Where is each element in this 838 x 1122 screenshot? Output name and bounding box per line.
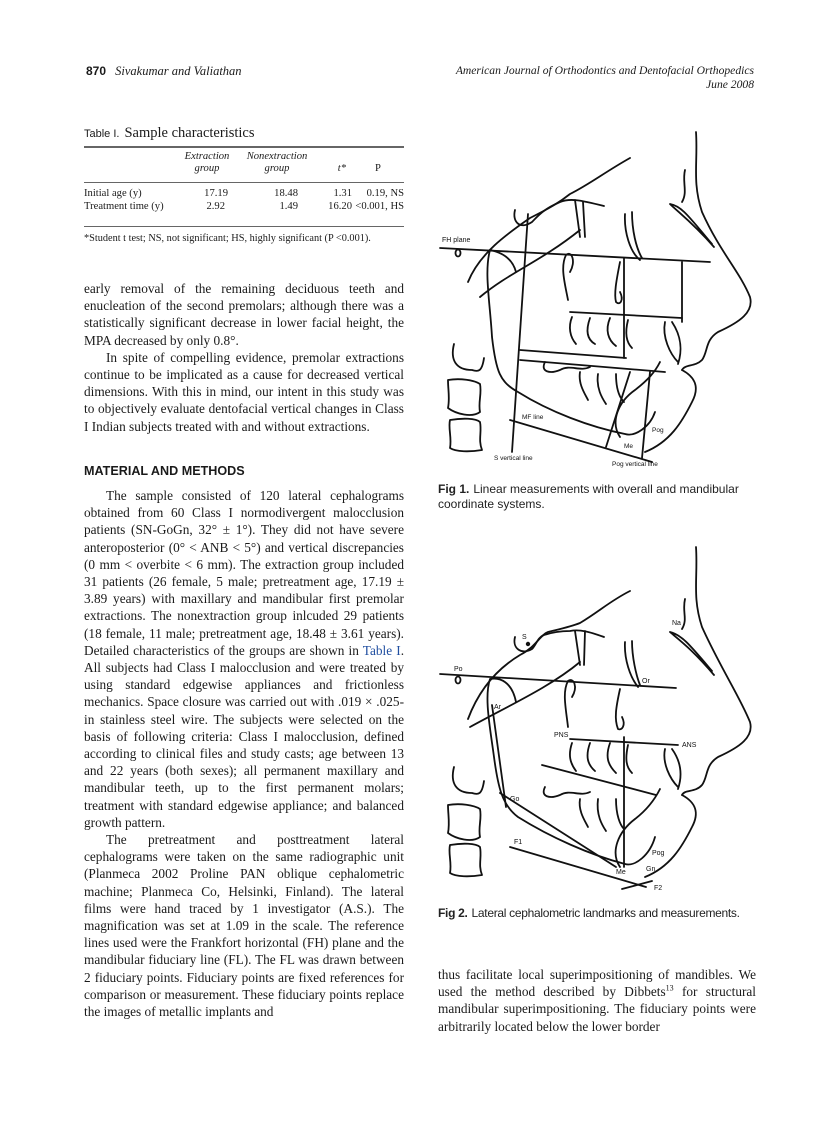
sample-characteristics-table: [84, 151, 404, 213]
label-pns: PNS: [554, 732, 569, 739]
label-go: Go: [510, 796, 520, 803]
label-mf-line: MF line: [522, 414, 544, 421]
label-gn: Gn: [646, 866, 656, 873]
label-na: Na: [672, 620, 681, 627]
methods-text: [84, 487, 404, 1020]
issue-date: June 2008: [706, 78, 754, 91]
label-s: S: [522, 634, 527, 641]
table-caption: Sample characteristics: [124, 125, 255, 141]
cell-p: <0.001, HS: [355, 201, 404, 212]
paragraph: The sample consisted of 120 lateral cephalograms obtained from 60 Class I normodivergent malocclusion patients (SN-GoGn, 32° ± 1°). They did not have severe anteroposterior (0° < ANB < 5°) and vertical discrepancies (0 mm < overbite < 6 mm). The extraction group included 31 patients (26 female, 5 male; pretreatment age, 17.19 ± 3.89 years) with maxillary and mandibular first premolar extractions. The nonextraction group inlcuded 29 patients (18 female, 11 male; pretreatment age, 18.48 ± 3.61 years). Detailed characteristics of the groups are shown in Table I. All subjects had Class I malocclusion and were treated by using standard edgewise appliances and frictionless mechanics. Space closure was carried out with .019 × .025-in stainless steel wire. The subjects were selected on the basis of following criteria: Class I malocclusion, defined according to clinical files and study casts; age between 13 and 22 years (both sexes); all permanent maxillary and mandibular teeth, up to the first permanent molars; treatment with standard edgewise appliance; and balanced growth pattern.: [84, 488, 405, 830]
table-title: [84, 125, 255, 142]
col-header-extraction: Extraction group: [184, 151, 230, 174]
figure-1-caption: Fig 1. Linear measurements with overall and mandibular coordinate systems.: [438, 482, 739, 511]
table-bottom-rule: [84, 226, 404, 227]
label-pog-vertical-line: Pog vertical line: [612, 461, 658, 468]
col-header-t: t*: [337, 163, 346, 174]
label-f2: F2: [654, 885, 663, 892]
right-column-text: thus facilitate local superimpositioning of mandibles. We used the method described by Dibbets$^{13}$ for structural mandibular superimpositioning. The fiduciary points were arbitrarily located below the lower border: [438, 967, 756, 1034]
label-or: Or: [642, 678, 650, 685]
cell-nonextraction: 18.48: [274, 188, 298, 199]
paragraph: In spite of compelling evidence, premolar extractions continue to be implicated as a cause for decreased vertical dimensions. With this in mind, our intent in this study was to objectively evaluate dentofacial vertical changes in Class I Indian subjects treated with and without extractions.: [84, 349, 404, 434]
table-footnote: *Student t test; NS, not significant; HS, highly significant (P <0.001).: [84, 233, 371, 244]
row-label: Treatment time (y): [84, 201, 164, 212]
table-header-row: [84, 151, 404, 175]
table-top-rule: [84, 146, 404, 148]
cell-t: 1.31: [333, 188, 352, 199]
running-header-left: [86, 64, 242, 79]
label-pog: Pog: [652, 850, 665, 857]
col-header-p: P: [375, 163, 381, 174]
figure-label: Fig 1.: [438, 482, 470, 496]
col-header-label: [84, 151, 176, 175]
figure-label: Fig 2.: [438, 906, 468, 920]
running-header-right: [456, 64, 754, 92]
cell-extraction: 2.92: [206, 201, 225, 212]
figure-1-cephalometric-tracing: [420, 122, 780, 477]
paragraph: early removal of the remaining deciduous teeth and enucleation of the second premolars; although there was a statistically significant decrease in lower facial height, the MPA decreased by only 0.8°.: [84, 281, 404, 348]
figure-2-caption: Fig 2. Lateral cephalometric landmarks and measurements.: [438, 906, 740, 920]
journal-name: American Journal of Orthodontics and Dentofacial Orthopedics: [455, 64, 754, 77]
label-pog: Pog: [652, 427, 664, 434]
intro-text: [84, 280, 404, 435]
table-row: [84, 187, 404, 200]
table-i-link[interactable]: Table I: [362, 642, 401, 658]
row-label: Initial age (y): [84, 188, 142, 199]
label-s-vertical-line: S vertical line: [494, 455, 533, 462]
col-header-nonextraction: Nonextraction group: [246, 151, 308, 174]
section-heading: MATERIAL AND METHODS: [84, 464, 245, 478]
label-po: Po: [454, 666, 463, 673]
cell-p: 0.19, NS: [366, 188, 404, 199]
label-ar: Ar: [494, 704, 501, 711]
label-ans: ANS: [682, 742, 697, 749]
figure-2-cephalometric-landmarks: [420, 537, 780, 892]
table-label: Table I.: [84, 128, 120, 140]
page-number: 870: [86, 64, 107, 78]
reference-13-link[interactable]: 13: [665, 983, 674, 993]
label-me: Me: [624, 443, 634, 450]
cell-nonextraction: 1.49: [279, 201, 298, 212]
cell-extraction: 17.19: [204, 188, 228, 199]
authors: Sivakumar and Valiathan: [115, 64, 242, 78]
table-row: [84, 200, 404, 213]
cell-t: 16.20: [328, 201, 352, 212]
label-fh-plane: FH plane: [442, 237, 471, 244]
paragraph: The pretreatment and posttreatment lateral cephalograms were taken on the same radiographic unit (Planmeca 2002 Proline PAN oblique cephalometric machine; Planmeca Co, Helsinki, Finland). The lateral films were hand traced by 1 investigator (A.S.). The magnification was set at 1.09 in the scale. The reference lines used were the Frankfort horizontal (FH) plane and the mandibular fiduciary line (FL). The FL was drawn between 2 fiduciary points. Fiduciary points are fixed references for comparison or measurement. These fiduciary points replace the images of metallic implants and: [84, 832, 404, 1020]
label-f1: F1: [514, 839, 523, 846]
label-me: Me: [616, 869, 626, 876]
